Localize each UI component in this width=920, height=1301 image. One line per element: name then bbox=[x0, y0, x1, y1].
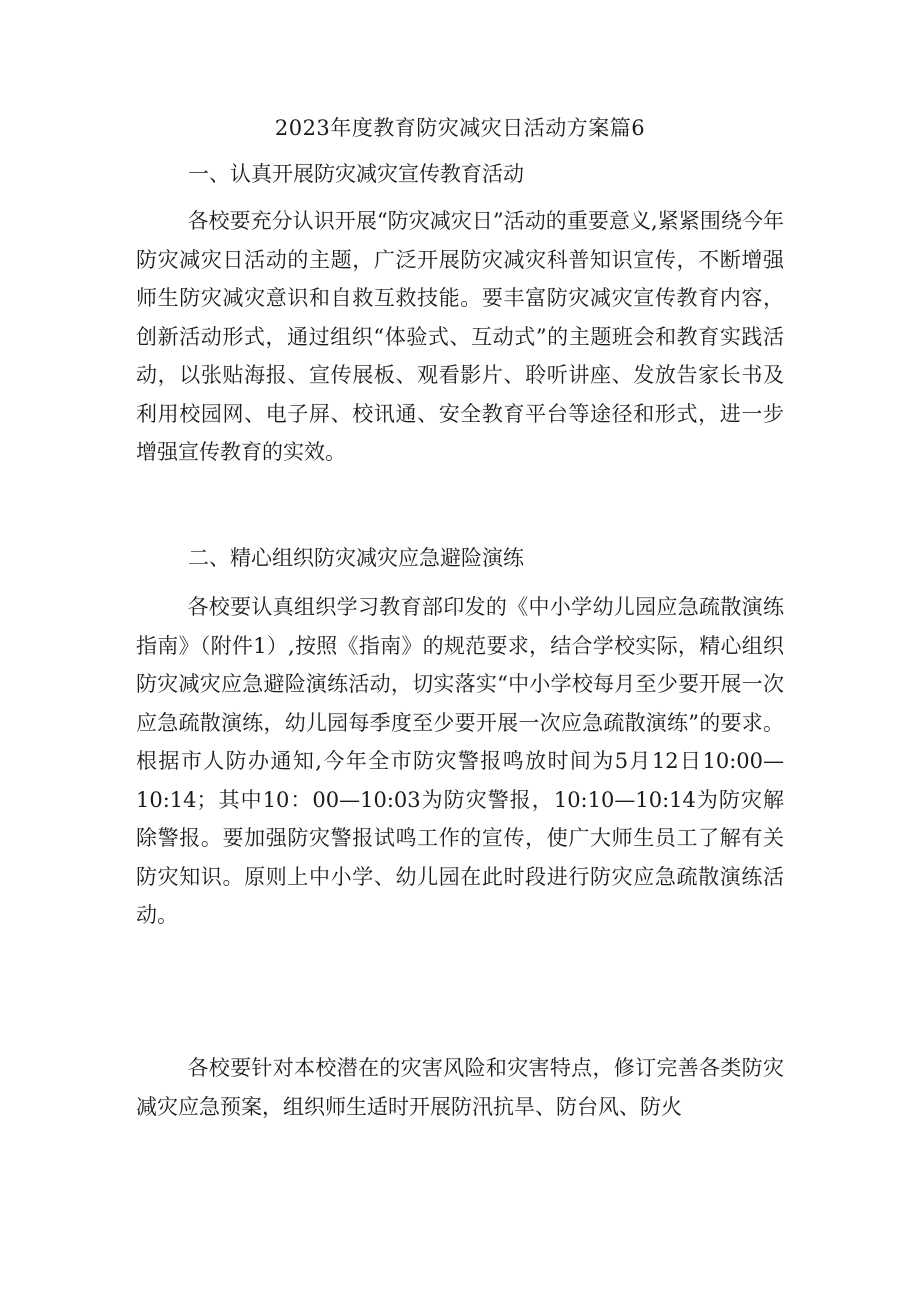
section-2-paragraph-1: 各校要认真组织学习教育部印发的《中小学幼儿园应急疏散演练指南》（附件1）,按照《指南》的规范要求，结合学校实际，精心组织防灾减灾应急避险演练活动，切实落实“中小学校每月至少要开展一次应急疏散演练，幼儿园每季度至少要开展一次应急疏散演练”的要求。根据市人防办通知,今年全市防灾警报鸣放时间为5月12日10:00—10:14；其中10：00—10:03为防灾警报，10:10—10:14为防灾解除警报。要加强防灾警报试鸣工作的宣传，使广大师生员工了解有关防灾知识。原则上中小学、幼儿园在此时段进行防灾应急疏散演练活动。 bbox=[136, 595, 784, 927]
section-heading-2: 二、精心组织防灾减灾应急避险演练 bbox=[188, 546, 524, 570]
section-2-paragraph-2: 各校要针对本校潜在的灾害风险和灾害特点，修订完善各类防灾减灾应急预案，组织师生适时开展防汛抗旱、防台风、防火 bbox=[136, 1056, 784, 1119]
section-heading-1: 一、认真开展防灾减灾宣传教育活动 bbox=[188, 162, 524, 186]
document-title: 2023年度教育防灾减灾日活动方案篇6 bbox=[274, 116, 646, 140]
section-1-paragraph: 各校要充分认识开展“防灾减灾日”活动的重要意义,紧紧围绕今年防灾减灾日活动的主题，广泛开展防灾减灾科普知识宣传，不断增强师生防灾减灾意识和自救互救技能。要丰富防灾减灾宣传教育内容，创新活动形式，通过组织“体验式、互动式”的主题班会和教育实践活动，以张贴海报、宣传展板、观看影片、聆听讲座、发放告家长书及利用校园网、电子屏、校讯通、安全教育平台等途径和形式，进一步增强宣传教育的实效。 bbox=[136, 209, 784, 464]
